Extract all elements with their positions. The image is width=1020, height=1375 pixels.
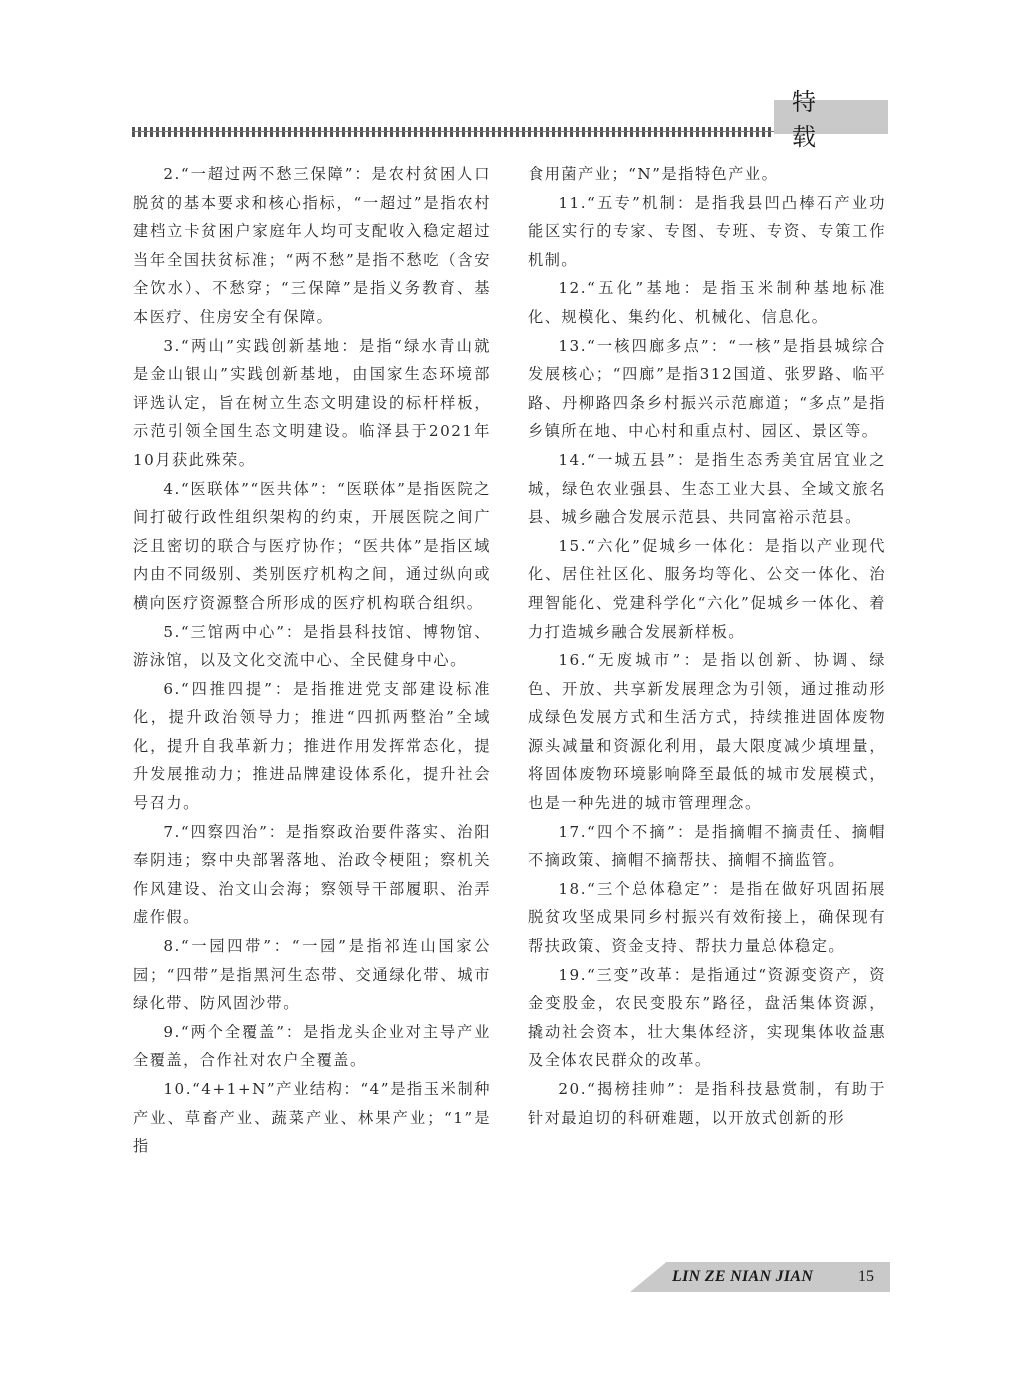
glossary-paragraph: 11.“五专”机制：是指我县凹凸棒石产业功能区实行的专家、专图、专班、专资、专策工作机制。 [528, 193, 886, 269]
glossary-paragraph: 16.“无废城市”：是指以创新、协调、绿色、开放、共享新发展理念为引领，通过推动形成绿色发展方式和生活方式，持续推进固体废物源头减量和资源化利用，最大限度减少填埋量，将固体废物环境影响降至最低的城市发展模式，也是一种先进的城市管理理念。 [528, 651, 886, 813]
header-dotted-rule [132, 127, 774, 137]
right-column [528, 160, 886, 1132]
glossary-paragraph: 13.“一核四廊多点”：“一核”是指县城综合发展核心；“四廊”是指312国道、张罗路、临平路、丹柳路四条乡村振兴示范廊道；“多点”是指乡镇所在地、中心村和重点村、园区、景区等。 [528, 336, 886, 441]
glossary-paragraph: 17.“四个不摘”：是指摘帽不摘责任、摘帽不摘政策、摘帽不摘帮扶、摘帽不摘监管。 [528, 822, 886, 870]
glossary-paragraph: 7.“四察四治”：是指察政治要件落实、治阳奉阴违；察中央部署落地、治政令梗阻；察机关作风建设、治文山会海；察领导干部履职、治弄虚作假。 [133, 822, 491, 927]
glossary-paragraph: 18.“三个总体稳定”：是指在做好巩固拓展脱贫攻坚成果同乡村振兴有效衔接上，确保现有帮扶政策、资金支持、帮扶力量总体稳定。 [528, 879, 886, 956]
glossary-paragraph: 12.“五化”基地：是指玉米制种基地标准化、规模化、集约化、机械化、信息化。 [528, 279, 886, 326]
footer-brand: LIN ZE NIAN JIAN [672, 1268, 814, 1285]
glossary-paragraph: 4.“医联体”“医共体”：“医联体”是指医院之间打破行政性组织架构的约束，开展医院之间广泛且密切的联合与医疗协作；“医共体”是指区域内由不同级别、类别医疗机构之间，通过纵向或横向医疗资源整合所形成的医疗机构联合组织。 [133, 479, 491, 612]
glossary-paragraph: 5.“三馆两中心”：是指县科技馆、博物馆、游泳馆，以及文化交流中心、全民健身中心。 [133, 622, 491, 670]
left-column [133, 160, 491, 1161]
glossary-paragraph: 8.“一园四带”：“一园”是指祁连山国家公园；“四带”是指黑河生态带、交通绿化带、城市绿化带、防风固沙带。 [133, 937, 491, 1013]
glossary-paragraph: 10.“4+1+N”产业结构：“4”是指玉米制种产业、草畜产业、蔬菜产业、林果产业；“1”是指 [133, 1080, 491, 1156]
glossary-paragraph: 15.“六化”促城乡一体化：是指以产业现代化、居住社区化、服务均等化、公交一体化、治理智能化、党建科学化“六化”促城乡一体化、着力打造城乡融合发展新样板。 [528, 536, 886, 641]
glossary-paragraph: 6.“四推四提”：是指推进党支部建设标准化，提升政治领导力；推进“四抓两整治”全域化，提升自我革新力；推进作用发挥常态化，提升发展推动力；推进品牌建设体系化，提升社会号召力。 [133, 679, 491, 813]
glossary-paragraph: 2.“一超过两不愁三保障”：是农村贫困人口脱贫的基本要求和核心指标，“一超过”是指农村建档立卡贫困户家庭年人均可支配收入稳定超过当年全国扶贫标准；“两不愁”是指不愁吃（含安全饮水）、不愁穿；“三保障”是指义务教育、基本医疗、住房安全有保障。 [133, 165, 491, 326]
glossary-paragraph: 20.“揭榜挂帅”：是指科技悬赏制，有助于针对最迫切的科研难题，以开放式创新的形 [528, 1080, 886, 1127]
glossary-paragraph: 3.“两山”实践创新基地：是指“绿水青山就是金山银山”实践创新基地，由国家生态环境部评选认定，旨在树立生态文明建设的标杆样板，示范引领全国生态文明建设。临泽县于2021年10月获此殊荣。 [133, 336, 491, 469]
glossary-paragraph: 19.“三变”改革：是指通过“资源变资产，资金变股金，农民变股东”路径，盘活集体资源，撬动社会资本，壮大集体经济，实现集体收益惠及全体农民群众的改革。 [528, 965, 886, 1070]
glossary-paragraph: 14.“一城五县”：是指生态秀美宜居宜业之城，绿色农业强县、生态工业大县、全域文旅名县、城乡融合发展示范县、共同富裕示范县。 [528, 450, 886, 527]
glossary-paragraph: 9.“两个全覆盖”：是指龙头企业对主导产业全覆盖，合作社对农户全覆盖。 [133, 1022, 491, 1070]
section-title: 特 载 [774, 100, 888, 134]
page-number: 15 [858, 1268, 874, 1285]
glossary-paragraph-continuation: 食用菌产业；“N”是指特色产业。 [528, 165, 779, 183]
